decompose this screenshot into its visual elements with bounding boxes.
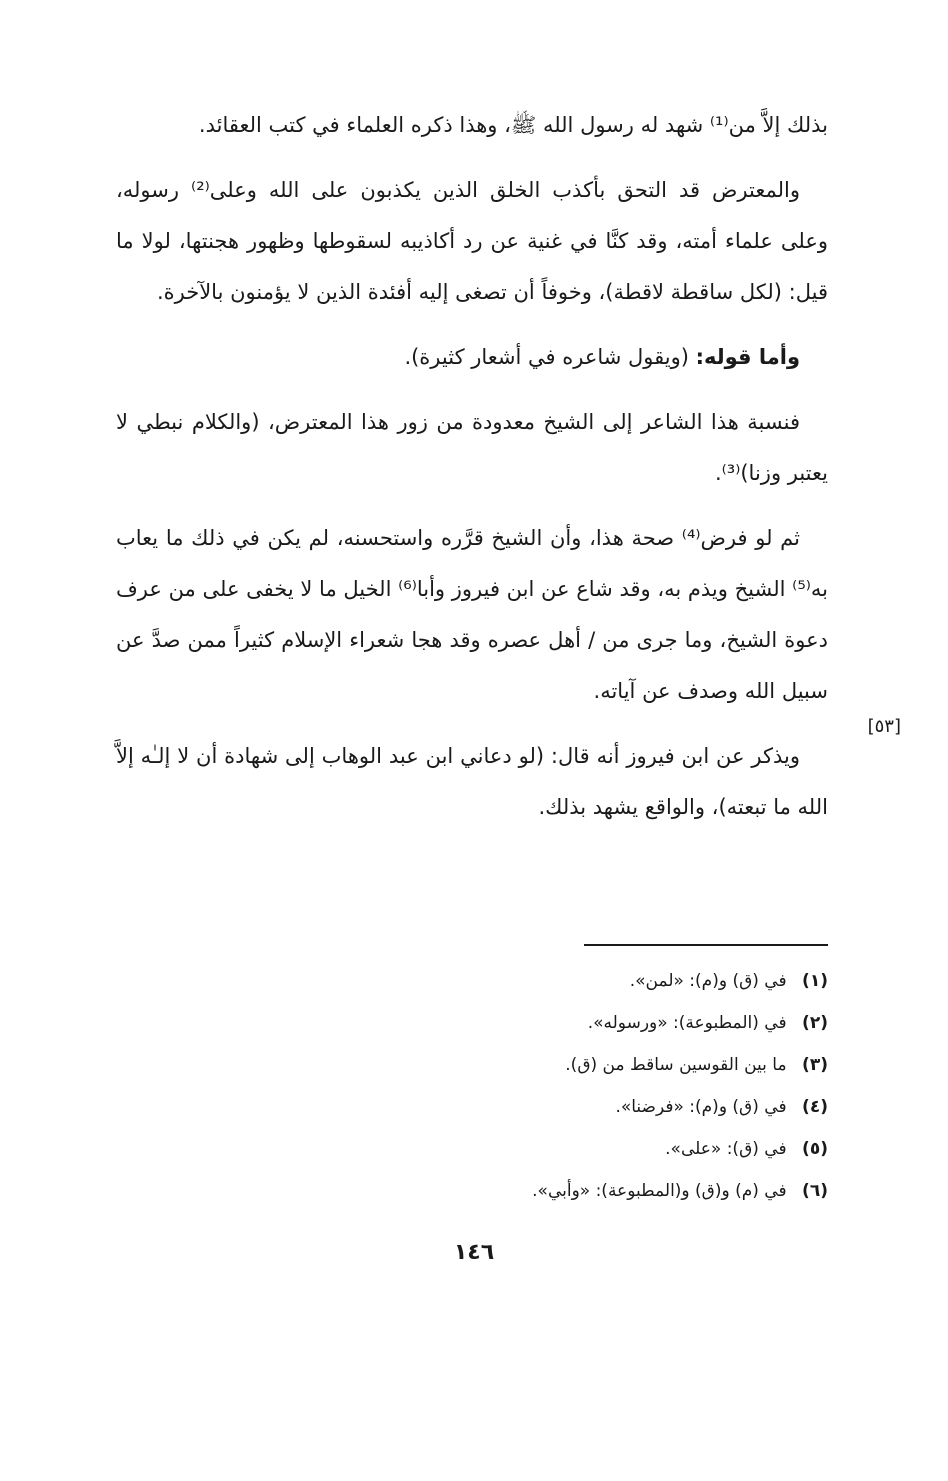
footnote-1 (116, 960, 828, 1002)
paragraph-3-lead: وأما قوله: (695, 345, 800, 369)
footnote-5 (116, 1128, 828, 1170)
manuscript-folio-marker: [٥٣] (867, 716, 901, 737)
footnote-3 (116, 1044, 828, 1086)
paragraph-3-rest: (ويقول شاعره في أشعار كثيرة). (404, 345, 696, 369)
footnote-text: في (ق): «على». (665, 1139, 787, 1159)
footnotes (116, 960, 828, 1212)
paragraph-6: ويذكر عن ابن فيروز أنه قال: (لو دعاني ابن عبد الوهاب إلى شهادة أن لا إلـٰه إلاَّ الله ما تبعته)، والواقع يشهد بذلك. (116, 744, 828, 819)
footnote-number: (١) (802, 971, 828, 991)
paragraph-3 (116, 332, 828, 383)
paragraph-2: والمعترض قد التحق بأكذب الخلق الذين يكذبون على الله وعلى⁽²⁾ رسوله، وعلى علماء أمته، وقد كنَّا في غنية عن رد أكاذيبه لسقوطها وظهور هجنتها، لولا ما قيل: (لكل ساقطة لاقطة)، وخوفاً أن تصغى إليه أفئدة الذين لا يؤمنون بالآخرة. (116, 178, 828, 304)
footnote-text: في (المطبوعة): «ورسوله». (587, 1013, 787, 1033)
main-text (116, 100, 828, 847)
footnote-text: في (ق) و(م): «فرضنا». (615, 1097, 787, 1117)
footnote-text: ما بين القوسين ساقط من (ق). (565, 1055, 787, 1075)
footnote-6 (116, 1170, 828, 1212)
page-number: ١٤٦ (453, 1240, 495, 1265)
footnote-4 (116, 1086, 828, 1128)
paragraph-5: ثم لو فرض⁽⁴⁾ صحة هذا، وأن الشيخ قرَّره واستحسنه، لم يكن في ذلك ما يعاب به⁽⁵⁾ الشيخ ويذم به، وقد شاع عن ابن فيروز وأبا⁽⁶⁾ الخيل ما لا يخفى على من عرف دعوة الشيخ، وما جرى من / أهل عصره وقد هجا شعراء الإسلام كثيراً ممن صدَّ عن سبيل الله وصدف عن آياته. (116, 526, 828, 703)
paragraph-1: بذلك إلاَّ من⁽¹⁾ شهد له رسول الله ﷺ، وهذا ذكره العلماء في كتب العقائد. (198, 113, 828, 137)
footnote-number: (٢) (802, 1013, 828, 1033)
footnote-separator (584, 944, 828, 946)
footnote-number: (٦) (802, 1181, 828, 1201)
footnote-text: في (ق) و(م): «لمن». (629, 971, 787, 991)
footnote-number: (٤) (802, 1097, 828, 1117)
footnote-2 (116, 1002, 828, 1044)
paragraph-4: فنسبة هذا الشاعر إلى الشيخ معدودة من زور هذا المعترض، (والكلام نبطي لا يعتبر وزنا)⁽³⁾. (116, 410, 828, 485)
footnote-number: (٥) (802, 1139, 828, 1159)
footnote-text: في (م) و(ق) و(المطبوعة): «وأبي». (532, 1181, 787, 1201)
footnote-number: (٣) (802, 1055, 828, 1075)
